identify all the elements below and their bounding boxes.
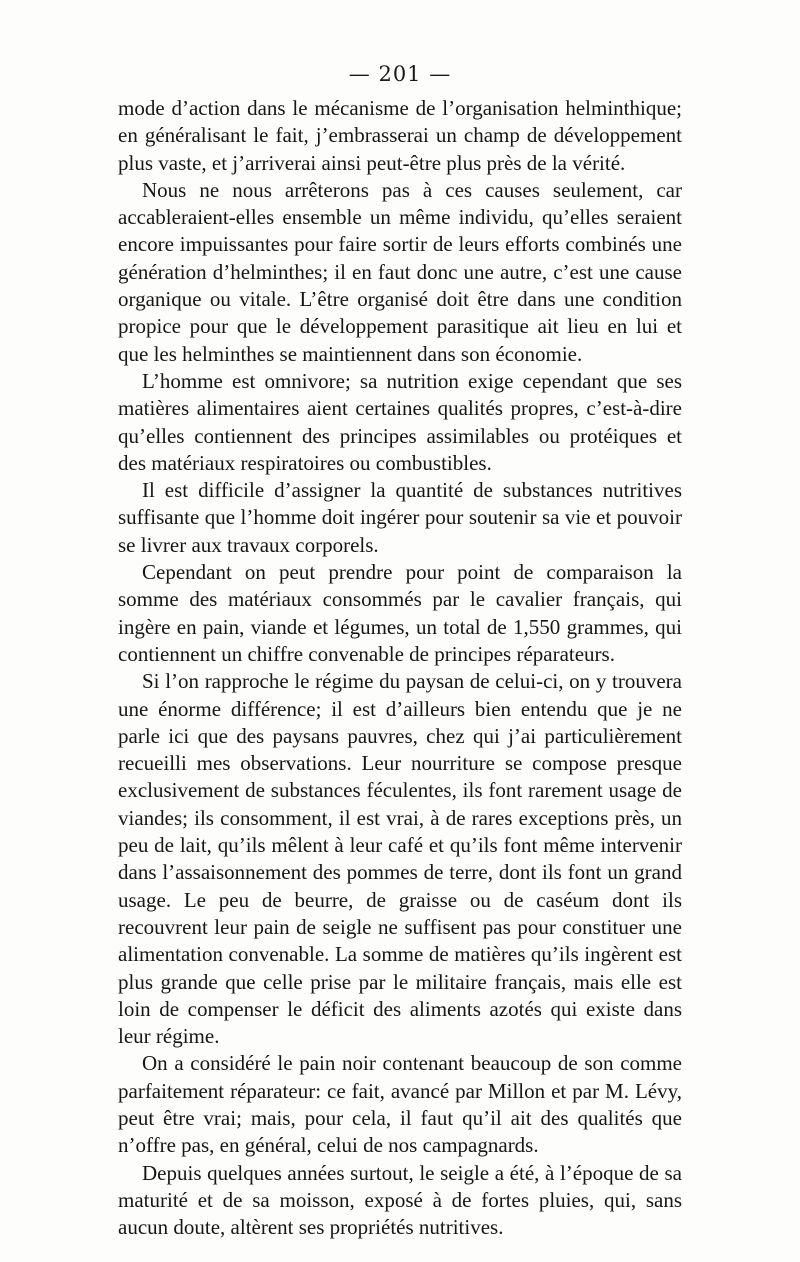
paragraph-2: Nous ne nous arrêterons pas à ces causes seulement, car accableraient-elles ensemble un même individu, qu’elles seraient encore impuissantes pour faire sortir de leurs efforts combinés une génération d’helminthes; il en faut donc une autre, c’est une cause organique ou vitale. L’être organisé doit être dans une condition propice pour que le développement parasitique ait lieu en lui et que les helminthes se maintiennent dans son économie. [118, 177, 682, 366]
paragraph-7: On a considéré le pain noir contenant beaucoup de son comme parfaitement réparateur: ce fait, avancé par Millon et par M. Lévy, peut être vrai; mais, pour cela, il faut qu’il ait des qualités que n’offre pas, en général, celui de nos campagnards. [118, 1051, 682, 1158]
paragraph-1: mode d’action dans le mécanisme de l’organisation helminthique; en généralisant le fait, j’embrasserai un champ de développement plus vaste, et j’arriverai ainsi peut-être plus près de la vérité. [118, 96, 682, 175]
body-text [118, 95, 682, 1241]
paragraph-8: Depuis quelques années surtout, le seigle a été, à l’époque de sa maturité et de sa moisson, exposé à de fortes pluies, qui, sans aucun doute, altèrent ses propriétés nutritives. [118, 1160, 682, 1240]
paragraph-6: Si l’on rapproche le régime du paysan de celui-ci, on y trouvera une énorme différence; il est d’ailleurs bien entendu que je ne parle ici que des paysans pauvres, chez qui j’ai particulièrement recueilli mes observations. Leur nourriture se compose presque exclusivement de substances féculentes, ils font rarement usage de viandes; ils consomment, il est vrai, à de rares exceptions près, un peu de lait, qu’ils mêlent à leur café et qu’ils font même intervenir dans l’assaisonnement des pommes de terre, dont ils font un grand usage. Le peu de beurre, de graisse ou de caséum dont ils recouvrent leur pain de seigle ne suffisent pas pour constituer une alimentation convenable. La somme de matières qu’ils ingèrent est plus grande que celle prise par le militaire français, mais elle est loin de compenser le déficit des aliments azotés qui existe dans leur régime. [118, 669, 682, 1049]
paragraph-5: Cependant on peut prendre pour point de comparaison la somme des matériaux consommés par le cavalier français, qui ingère en pain, viande et légumes, un total de 1,550 grammes, qui contiennent un chiffre convenable de principes réparateurs. [118, 560, 682, 666]
paragraph-3: L’homme est omnivore; sa nutrition exige cependant que ses matières alimentaires aient certaines qualités propres, c’est-à-dire qu’elles contiennent des principes assimilables ou protéiques et des matériaux respiratoires ou combustibles. [118, 368, 682, 475]
paragraph-4: Il est difficile d’assigner la quantité de substances nutritives suffisante que l’homme doit ingérer pour soutenir sa vie et pouvoir se livrer aux travaux corporels. [118, 478, 682, 557]
page-number: — 201 — [348, 62, 452, 86]
